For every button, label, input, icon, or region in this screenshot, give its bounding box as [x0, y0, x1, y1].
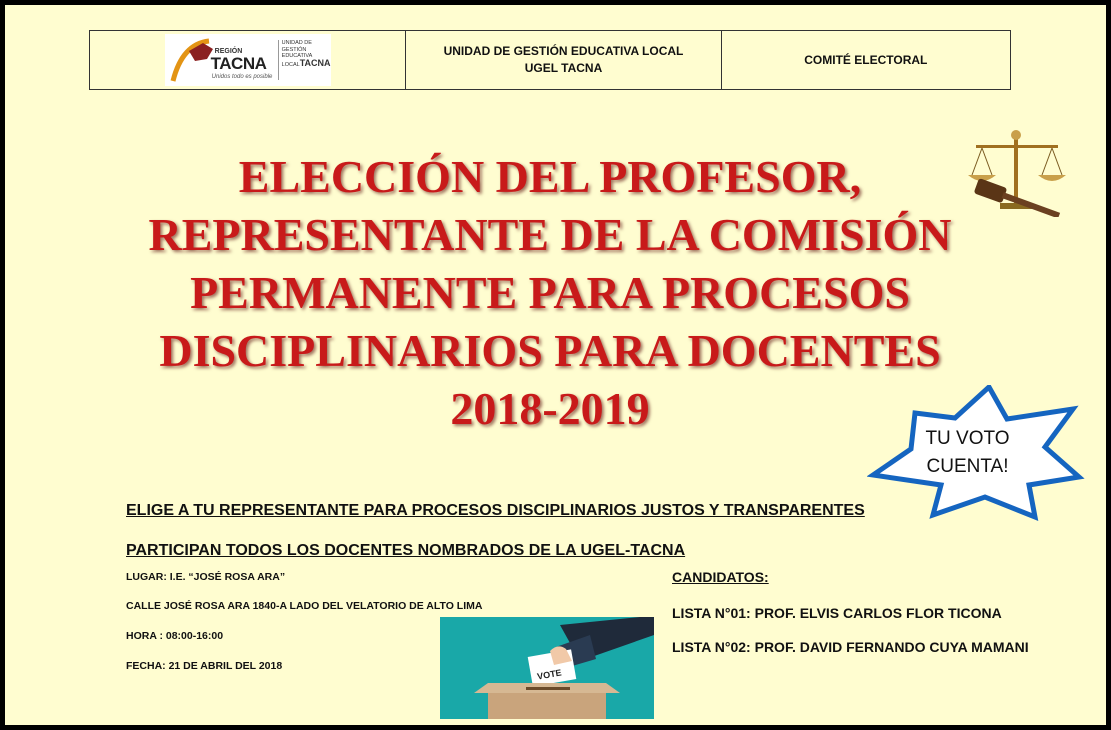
flyer-page — [5, 5, 1106, 725]
logo-tagline: Unidos todo es posible — [211, 74, 273, 80]
title-line-3: PERMANENTE PARA PROCESOS — [190, 267, 910, 318]
header-table — [89, 30, 1011, 90]
info-lugar: LUGAR: I.E. “JOSÉ ROSA ARA” — [126, 571, 286, 583]
info-direccion: CALLE JOSÉ ROSA ARA 1840-A LADO DEL VELATORIO DE ALTO LIMA — [126, 600, 483, 612]
header-logo-cell — [90, 31, 406, 89]
info-hora: HORA : 08:00-16:00 — [126, 630, 224, 642]
participants-text: PARTICIPAN TODOS LOS DOCENTES NOMBRADOS DE LA UGEL-TACNA — [126, 542, 686, 559]
main-title — [105, 148, 995, 438]
tu-voto-text: TU VOTO CUENTA! — [925, 428, 1010, 477]
header-comite-cell: COMITÉ ELECTORAL — [804, 53, 928, 67]
info-fecha: FECHA: 21 DE ABRIL DEL 2018 — [126, 660, 283, 672]
header-ugel-line1: UNIDAD DE GESTIÓN EDUCATIVA LOCAL — [443, 44, 684, 58]
logo-divider — [278, 40, 279, 80]
header-ugel-line2: UGEL TACNA — [524, 61, 603, 75]
vote-label: VOTE — [536, 667, 563, 682]
logo-tacna-text: TACNA — [210, 54, 267, 73]
candidates-title: CANDIDATOS: — [672, 569, 769, 585]
region-map-icon — [169, 37, 217, 83]
title-line-2: REPRESENTANTE DE LA COMISIÓN — [148, 209, 952, 260]
title-line-5: 2018-2019 — [450, 383, 650, 434]
header-ugel-cell — [406, 31, 721, 89]
logo-ugel-text: UNIDAD DE GESTIÓN EDUCATIVA LOCALTACNA — [281, 40, 331, 68]
title-line-1: ELECCIÓN DEL PROFESOR, — [238, 151, 862, 202]
vote-ballot-box-image — [440, 617, 654, 719]
candidate-list-2: LISTA N°02: PROF. DAVID FERNANDO CUYA MAMANI — [672, 639, 1029, 655]
justice-scales-icon — [962, 127, 1072, 217]
region-tacna-logo — [165, 34, 331, 86]
logo-region-text: REGIÓN — [214, 48, 243, 55]
slogan-text: ELIGE A TU REPRESENTANTE PARA PROCESOS DISCIPLINARIOS JUSTOS Y TRANSPARENTES — [126, 502, 865, 519]
title-line-4: DISCIPLINARIOS PARA DOCENTES — [159, 325, 941, 376]
candidate-list-1: LISTA N°01: PROF. ELVIS CARLOS FLOR TICONA — [672, 605, 1002, 621]
